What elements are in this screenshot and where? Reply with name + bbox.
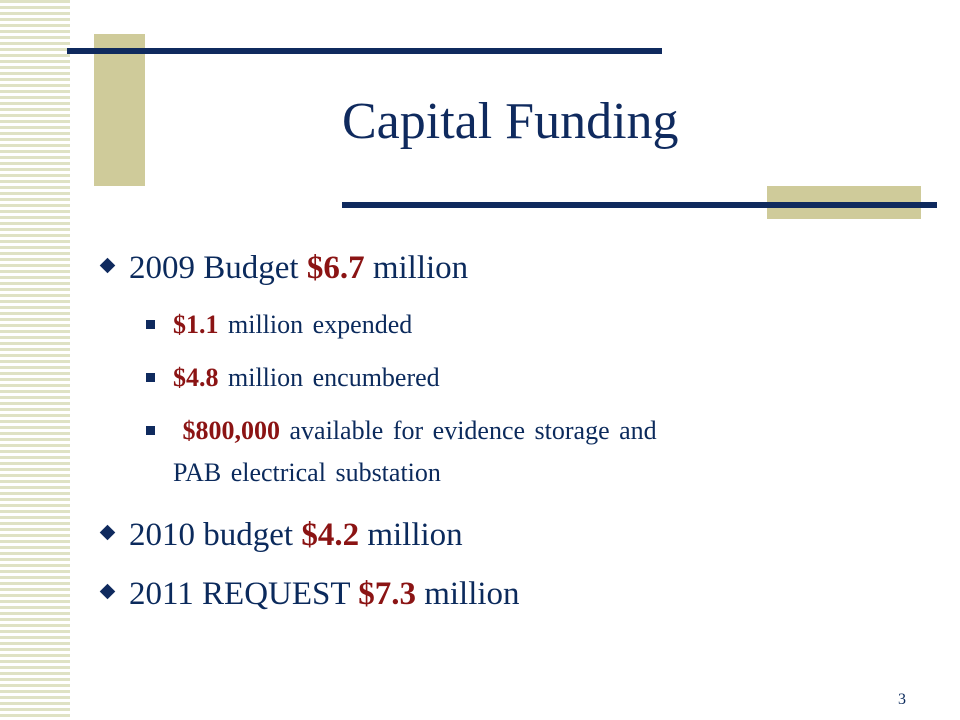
bullet-post-text: million <box>415 576 520 612</box>
bullet-post-text: million <box>359 517 463 553</box>
bullet-text <box>173 308 412 342</box>
bullet-text <box>173 414 657 448</box>
bullet-text <box>173 361 440 395</box>
bullet-amount: $1.1 <box>173 310 219 339</box>
bullet-text <box>129 248 468 288</box>
bullet-amount: $4.2 <box>301 517 360 553</box>
bullet-amount: $6.7 <box>306 250 365 286</box>
bullet-text <box>129 515 463 555</box>
square-bullet-icon <box>146 373 155 382</box>
bullet-amount: $7.3 <box>358 576 416 612</box>
bullet-pre-text: 2011 REQUEST <box>129 576 359 612</box>
bullet-continuation-text: PAB electrical substation <box>173 458 441 487</box>
page-number: 3 <box>898 691 906 708</box>
bullet-pre-text: 2009 Budget <box>129 250 307 286</box>
diamond-bullet-icon <box>100 258 116 274</box>
bullet-post-text: million expended <box>218 310 413 339</box>
bullet-post-text: available for evidence storage and <box>280 416 657 445</box>
diamond-bullet-icon <box>100 525 116 541</box>
bullet-pre-text <box>173 416 183 445</box>
bullet-amount: $800,000 <box>182 416 280 445</box>
diamond-bullet-icon <box>100 584 116 600</box>
square-bullet-icon <box>146 426 155 435</box>
bullet-pre-text: 2010 budget <box>129 517 302 553</box>
slide-title: Capital Funding <box>342 93 679 150</box>
bullet-amount: $4.8 <box>173 363 219 392</box>
bullet-text <box>129 574 520 614</box>
bullet-post-text: million encumbered <box>218 363 440 392</box>
bullet-post-text: million <box>364 250 469 286</box>
square-bullet-icon <box>146 320 155 329</box>
